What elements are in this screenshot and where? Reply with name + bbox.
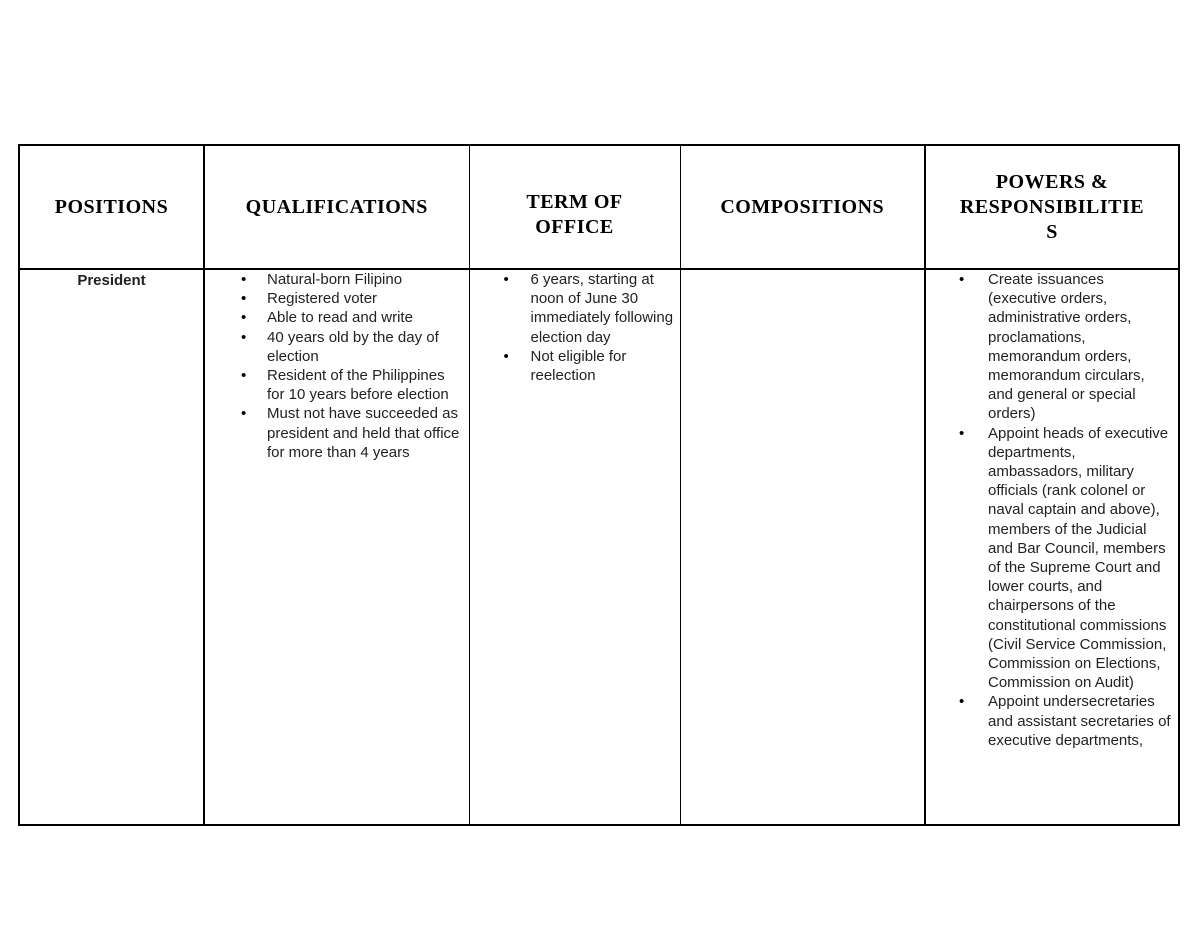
header-powers-line2: RESPONSIBILITIE [959, 195, 1145, 218]
header-compositions: COMPOSITIONS [680, 145, 925, 269]
list-item: • Appoint heads of executive departments, ambassadors, military officials (rank colonel or naval captain and above), members of the Judicial and Bar Council, members of the Supreme Court and lower courts, and chairpersons of the constitutional commissions (Civil Service Commission, Commission on Elections, Commission on Audit) [926, 424, 1178, 693]
header-term-of-office [469, 145, 680, 269]
term-list [470, 270, 680, 385]
position-name: President [77, 272, 146, 289]
list-item: • Must not have succeeded as president and held that office for more than 4 years [205, 404, 469, 462]
header-powers-line3: S [1046, 220, 1058, 243]
compositions-cell [680, 269, 925, 825]
government-positions-table [18, 144, 1180, 826]
header-term-line1: TERM OF [526, 191, 623, 213]
header-row [19, 145, 1179, 269]
header-powers-responsibilities [925, 145, 1179, 269]
powers-list [926, 270, 1178, 750]
list-item: • Able to read and write [205, 308, 469, 327]
list-item: • Create issuances (executive orders, administrative orders, proclamations, memorandum orders, memorandum circulars, and general or special orders) [926, 270, 1178, 424]
powers-cell [925, 269, 1179, 825]
header-qualifications: QUALIFICATIONS [204, 145, 469, 269]
list-item: • Natural-born Filipino [205, 270, 469, 289]
list-item: • 40 years old by the day of election [205, 328, 469, 366]
list-item: • Resident of the Philippines for 10 years before election [205, 366, 469, 404]
term-of-office-cell [469, 269, 680, 825]
qualifications-cell [204, 269, 469, 825]
header-powers-line1: POWERS & [995, 170, 1109, 193]
compositions-text [681, 270, 925, 823]
list-item: • Registered voter [205, 289, 469, 308]
list-item: • Not eligible for reelection [470, 347, 680, 385]
list-item: • 6 years, starting at noon of June 30 immediately following election day [470, 270, 680, 347]
list-item: • Appoint undersecretaries and assistant secretaries of executive departments, [926, 692, 1178, 750]
position-cell [19, 269, 204, 825]
qualifications-list [205, 270, 469, 462]
header-positions: POSITIONS [19, 145, 204, 269]
table-row [19, 269, 1179, 825]
header-term-line2: OFFICE [535, 216, 614, 238]
